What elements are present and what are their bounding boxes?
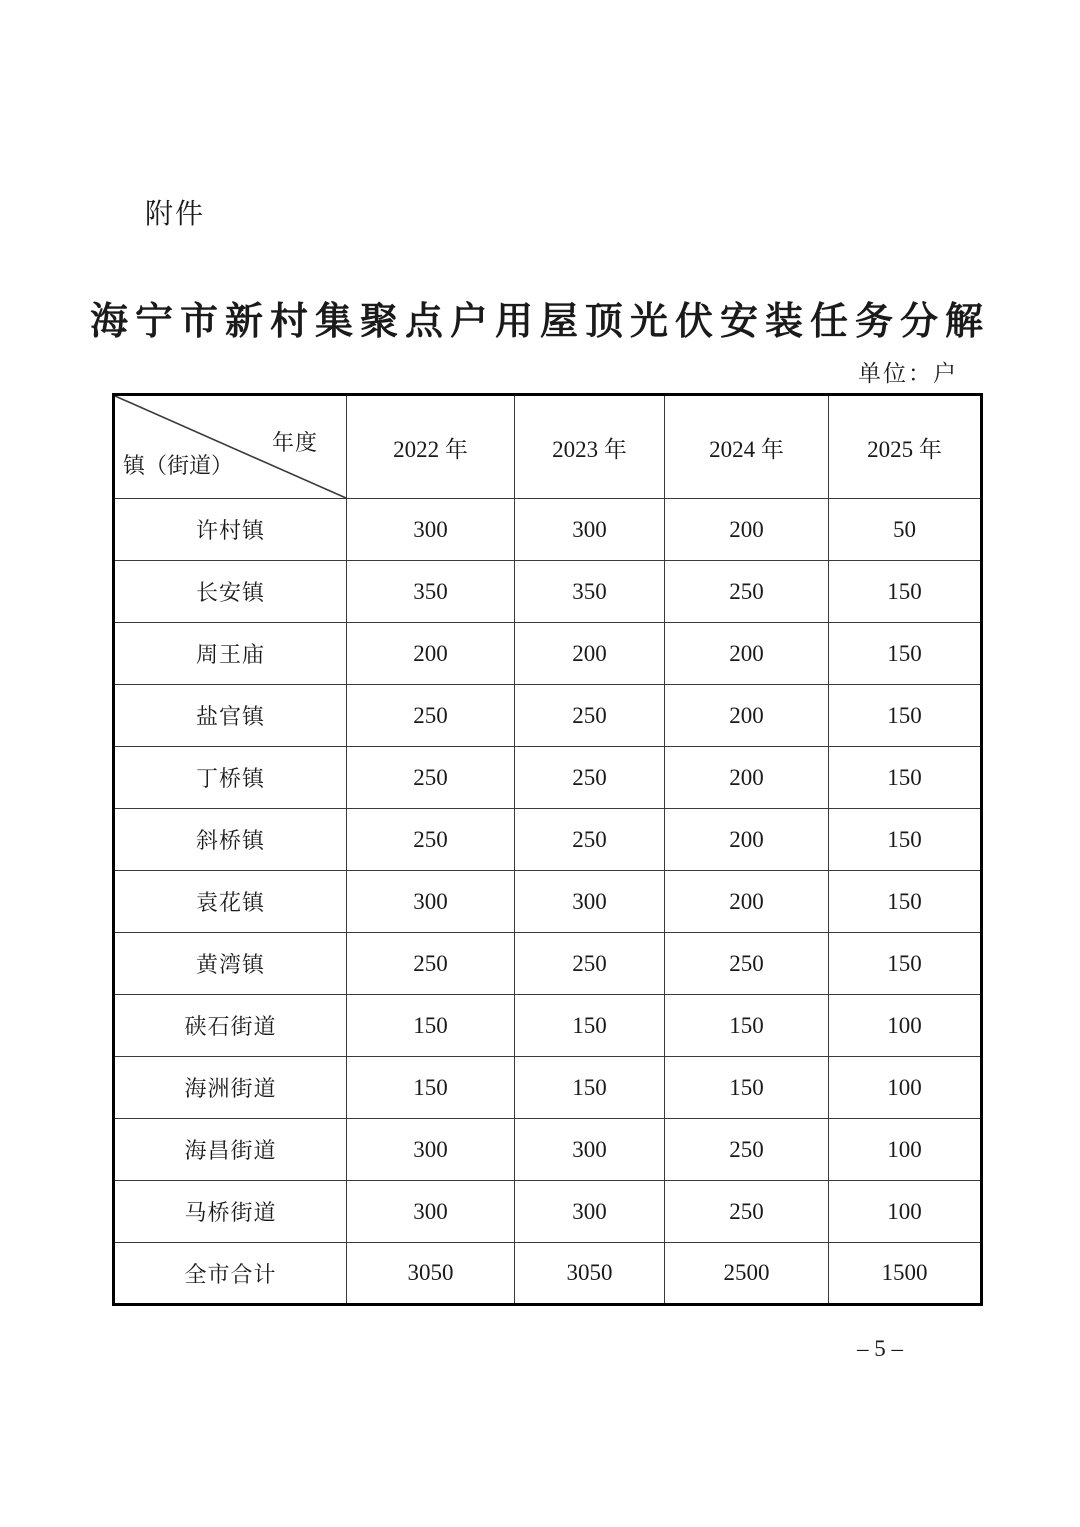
row-value: 250 [665, 561, 829, 623]
row-label: 海洲街道 [114, 1057, 347, 1119]
year-header-2025: 2025 年 [829, 395, 982, 499]
row-value: 150 [665, 995, 829, 1057]
row-value: 250 [665, 1181, 829, 1243]
table-row [114, 871, 982, 933]
row-label: 硖石街道 [114, 995, 347, 1057]
row-label: 周王庙 [114, 623, 347, 685]
row-label: 长安镇 [114, 561, 347, 623]
table-row [114, 1119, 982, 1181]
row-value: 250 [347, 933, 515, 995]
header-row [114, 395, 982, 499]
row-value: 3050 [515, 1243, 665, 1305]
year-header-2022: 2022 年 [347, 395, 515, 499]
row-value: 150 [347, 1057, 515, 1119]
row-value: 200 [665, 747, 829, 809]
row-value: 250 [515, 747, 665, 809]
row-value: 100 [829, 1119, 982, 1181]
table-row [114, 499, 982, 561]
table-row [114, 1181, 982, 1243]
row-value: 2500 [665, 1243, 829, 1305]
corner-year-label: 年度 [271, 430, 318, 455]
table-row [114, 1057, 982, 1119]
row-label: 丁桥镇 [114, 747, 347, 809]
unit-note: 单位：户 [858, 361, 958, 386]
row-value: 350 [515, 561, 665, 623]
table-row [114, 1243, 982, 1305]
row-value: 150 [829, 623, 982, 685]
row-value: 250 [515, 933, 665, 995]
row-label: 盐官镇 [114, 685, 347, 747]
year-header-2023: 2023 年 [515, 395, 665, 499]
table-row [114, 747, 982, 809]
row-value: 300 [347, 499, 515, 561]
row-value: 300 [347, 1119, 515, 1181]
row-value: 200 [347, 623, 515, 685]
year-header-2024: 2024 年 [665, 395, 829, 499]
row-label: 马桥街道 [114, 1181, 347, 1243]
page-title: 海宁市新村集聚点户用屋顶光伏安装任务分解 [89, 301, 990, 343]
row-value: 200 [665, 809, 829, 871]
pv-task-table [112, 393, 983, 1306]
row-value: 150 [829, 809, 982, 871]
row-value: 50 [829, 499, 982, 561]
row-value: 250 [347, 685, 515, 747]
row-value: 200 [665, 499, 829, 561]
row-value: 300 [515, 1181, 665, 1243]
table-row [114, 561, 982, 623]
table-body [114, 499, 982, 1305]
row-value: 150 [347, 995, 515, 1057]
table-row [114, 809, 982, 871]
row-value: 200 [665, 623, 829, 685]
attachment-label: 附件 [145, 198, 206, 229]
row-value: 150 [665, 1057, 829, 1119]
row-label: 斜桥镇 [114, 809, 347, 871]
row-value: 350 [347, 561, 515, 623]
row-value: 150 [829, 747, 982, 809]
row-value: 250 [515, 809, 665, 871]
row-value: 250 [665, 1119, 829, 1181]
row-label: 全市合计 [114, 1243, 347, 1305]
row-value: 200 [665, 871, 829, 933]
row-value: 150 [829, 561, 982, 623]
row-label: 黄湾镇 [114, 933, 347, 995]
row-label: 海昌街道 [114, 1119, 347, 1181]
row-value: 100 [829, 995, 982, 1057]
row-value: 250 [347, 747, 515, 809]
row-value: 250 [665, 933, 829, 995]
row-value: 150 [515, 995, 665, 1057]
row-value: 300 [347, 871, 515, 933]
row-label: 袁花镇 [114, 871, 347, 933]
row-value: 150 [515, 1057, 665, 1119]
row-value: 300 [515, 499, 665, 561]
row-value: 300 [515, 1119, 665, 1181]
page-number: – 5 – [857, 1336, 903, 1361]
row-value: 1500 [829, 1243, 982, 1305]
row-value: 300 [347, 1181, 515, 1243]
row-value: 3050 [347, 1243, 515, 1305]
row-value: 150 [829, 685, 982, 747]
table-row [114, 685, 982, 747]
row-value: 300 [515, 871, 665, 933]
table-row [114, 933, 982, 995]
corner-header-cell [114, 395, 347, 499]
row-value: 150 [829, 871, 982, 933]
row-value: 100 [829, 1181, 982, 1243]
row-value: 150 [829, 933, 982, 995]
row-value: 250 [347, 809, 515, 871]
table-row [114, 623, 982, 685]
row-value: 100 [829, 1057, 982, 1119]
row-label: 许村镇 [114, 499, 347, 561]
table-row [114, 995, 982, 1057]
row-value: 250 [515, 685, 665, 747]
row-value: 200 [515, 623, 665, 685]
row-value: 200 [665, 685, 829, 747]
corner-town-label: 镇（街道） [123, 453, 234, 478]
